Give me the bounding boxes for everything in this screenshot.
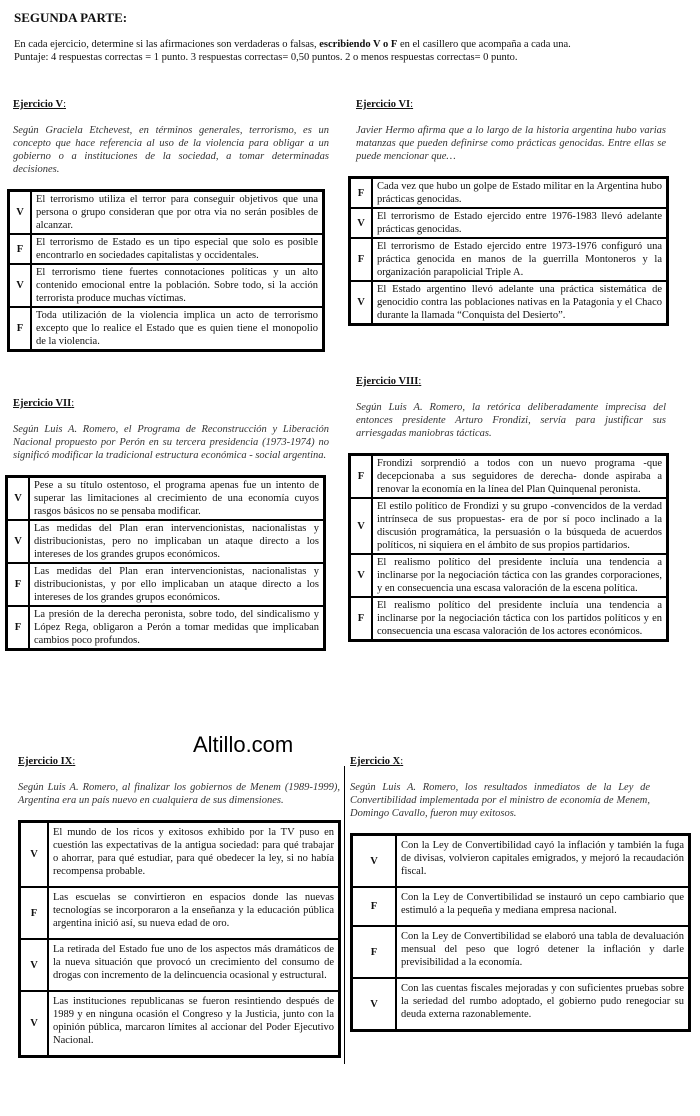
statement-row — [350, 238, 668, 281]
statement-row — [350, 597, 668, 641]
exercise-title: Ejercicio VI — [356, 99, 411, 110]
statement-row — [9, 234, 324, 264]
statement-text: La retirada del Estado fue uno de los aspectos más dramáticos de la nueva situación que provocó un crecimiento del consumo de drogas con incremento de la delincuencia ocasional y estructural. — [48, 939, 340, 991]
answer-cell[interactable]: F — [352, 926, 397, 978]
answer-cell[interactable]: F — [7, 606, 30, 650]
statement-text: Las medidas del Plan eran intervencionistas, nacionalistas y distribucionistas, pero no implicaban un ataque directo a los intereses de los grandes grupos económicos. — [29, 520, 325, 563]
exercise-x: Ejercicio X: Según Luis A. Romero, los resultados inmediatos de la Ley de Convertibilidad implementada por el ministro de economía de Menem, Domingo Cavallo, fueron muy exitosos. V Con la Ley de Convertibilidad cayó la inflación y también la fuga de divisas, volvieron capitales emigrados, y mejoró la recaudación fiscal. F Con la Ley de Convertibilidad se instauró un cepo cambiario que estimuló a la pequeña y mediana empresa nacional. F Con la Ley de Convertibilidad se elaboró una tabla de devaluación mensual del peso que logró detener la inflación y darle previsibilidad a la economía. V Con las cuentas fiscales mejoradas y con suficientes pruebas sobre la seriedad del rumbo adoptado, el gobierno pudo renegociar su deuda externa razonablemente. — [350, 756, 650, 1032]
statement-text: El realismo político del presidente incluía una tendencia a inclinarse por la negociación táctica con las grandes corporaciones, y en consecuencia una escasa valoración de la escena política. — [372, 554, 668, 597]
exercise-title: Ejercicio V — [13, 99, 64, 110]
statement-row — [350, 281, 668, 325]
answer-cell[interactable]: V — [20, 991, 49, 1057]
exercise-title: Ejercicio X — [350, 756, 401, 767]
statement-text: El terrorismo de Estado ejercido entre 1976-1983 llevó adelante prácticas genocidas. — [372, 208, 668, 238]
answer-cell[interactable]: F — [350, 178, 373, 209]
statement-row — [9, 264, 324, 307]
statement-row — [352, 926, 690, 978]
statement-text: Toda utilización de la violencia implica un acto de terrorismo excepto que lo realice el Estado que es quien tiene el monopolio de la violencia. — [31, 307, 324, 351]
statement-row — [7, 563, 325, 606]
statement-row — [20, 939, 340, 991]
answer-cell[interactable]: F — [9, 234, 32, 264]
exercise-viii: Ejercicio VIII: Según Luis A. Romero, la retórica deliberadamente imprecisa del entonces presidente Arturo Frondizi, servía para justificar sus arriesgadas maniobras tácticas. F Frondizi sorprendió a todos con un nuevo programa -que decepcionaba a sus seguidores de derecha- donde aspiraba a renovar la economía en la línea del Plan Quinquenal peronista. V El estilo político de Frondizi y su grupo -convencidos de la verdad intrínseca de sus propuestas- era de por sí poco inclinado a la discusión programática, la persuasión o la búsqueda de acuerdos políticos, ni siquiera en el ámbito de sus propios partidarios. V El realismo político del presidente incluía una tendencia a inclinarse por la negociación táctica con las grandes corporaciones, y en consecuencia una escasa valoración de la escena política. F El realismo político del presidente incluía una tendencia a inclinarse por la negociación táctica con los partidos políticos y en consecuencia una escasa valoración de los actores económicos. — [356, 376, 666, 642]
statement-text: Cada vez que hubo un golpe de Estado militar en la Argentina hubo prácticas genocidas. — [372, 178, 668, 209]
statement-row — [7, 477, 325, 521]
exercise-intro: Según Luis A. Romero, los resultados inmediatos de la Ley de Convertibilidad implementada por el ministro de economía de Menem, Domingo Cavallo, fueron muy exitosos. — [350, 782, 650, 819]
divider-line — [344, 766, 345, 1064]
statement-row — [352, 835, 690, 888]
statement-row — [352, 887, 690, 926]
answer-cell[interactable]: F — [7, 563, 30, 606]
statement-text: Con la Ley de Convertibilidad se elaboró una tabla de devaluación mensual del peso que logró detener la inflación y darle previsibilidad a la economía. — [396, 926, 690, 978]
watermark: Altillo.com — [193, 732, 294, 757]
answer-cell[interactable]: V — [7, 520, 30, 563]
statement-text: Las instituciones republicanas se fueron resintiendo después de 1989 y en ninguna ocasión el Congreso y la Justicia, junto con la opinión pública, marcaron límites al accionar del Poder Ejecutivo Nacional. — [48, 991, 340, 1057]
answer-cell[interactable]: F — [350, 597, 373, 641]
page-title: SEGUNDA PARTE: — [14, 10, 128, 25]
statement-text: Las medidas del Plan eran intervencionistas, nacionalistas y distribucionistas, y por ello implicaban un ataque directo a los intereses de los grandes grupos económicos. — [29, 563, 325, 606]
answer-table — [348, 176, 669, 326]
statement-text: Con las cuentas fiscales mejoradas y con suficientes pruebas sobre la seriedad del rumbo adoptado, el gobierno pudo renegociar su deuda externa razonablemente. — [396, 978, 690, 1031]
answer-table — [18, 820, 341, 1058]
answer-cell[interactable]: V — [350, 208, 373, 238]
exercise-title: Ejercicio VIII — [356, 376, 419, 387]
statement-text: El realismo político del presidente incluía una tendencia a inclinarse por la negociación táctica con los partidos políticos y en consecuencia una escasa valoración de los actores económicos. — [372, 597, 668, 641]
statement-row — [350, 455, 668, 499]
answer-table — [348, 453, 669, 642]
statement-text: Pese a su título ostentoso, el programa apenas fue un intento de superar las limitaciones al crecimiento de una economía cuyos rasgos básicos no se pensaba modificar. — [29, 477, 325, 521]
answer-cell[interactable]: F — [352, 887, 397, 926]
statement-text: El Estado argentino llevó adelante una práctica sistemática de genocidio contra las poblaciones nativas en la Patagonia y el Chaco durante la llamada “Conquista del Desierto”. — [372, 281, 668, 325]
answer-cell[interactable]: V — [9, 191, 32, 235]
statement-row — [20, 991, 340, 1057]
exercise-vii: Ejercicio VII: Según Luis A. Romero, el Programa de Reconstrucción y Liberación Nacional propuesto por Perón en su tercera presidencia (1973-1974) no significó modificar la tradicional estructura económica - social argentina. V Pese a su título ostentoso, el programa apenas fue un intento de superar las limitaciones al crecimiento de una economía cuyos rasgos básicos no se pensaba modificar. V Las medidas del Plan eran intervencionistas, nacionalistas y distribucionistas, pero no implicaban un ataque directo a los intereses de los grandes grupos económicos. F Las medidas del Plan eran intervencionistas, nacionalistas y distribucionistas, y por ello implicaban un ataque directo a los intereses de los grandes grupos económicos. F La presión de la derecha peronista, sobre todo, del sindicalismo y López Rega, obligaron a Perón a tomar medidas que implicaban cambios poco profundos. — [13, 398, 329, 651]
exercise-intro: Según Luis A. Romero, el Programa de Reconstrucción y Liberación Nacional propuesto por Perón en su tercera presidencia (1973-1974) no significó modificar la tradicional estructura económica - social argentina. — [13, 424, 329, 461]
statement-row — [350, 178, 668, 209]
exercise-intro: Según Luis A. Romero, al finalizar los gobiernos de Menem (1989-1999), Argentina era un país nuevo en cualquiera de sus dimensiones. — [18, 782, 340, 806]
exercise-title: Ejercicio VII — [13, 398, 72, 409]
statement-text: El terrorismo utiliza el terror para conseguir objetivos que una persona o grupo consideran que por otra via no serán posibles de alcanzar. — [31, 191, 324, 235]
answer-cell[interactable]: V — [20, 939, 49, 991]
answer-table — [7, 189, 325, 352]
instructions-text: En cada ejercicio, determine si las afirmaciones son verdaderas o falsas, — [14, 39, 320, 50]
statement-text: El terrorismo de Estado ejercido entre 1973-1976 configuró una práctica genocida en manos de la guerrilla Montoneros y la organización parapolicial Triple A. — [372, 238, 668, 281]
exercise-intro: Javier Hermo afirma que a lo largo de la historia argentina hubo varias matanzas que pueden definirse como prácticas genocidas. Entre ellas se puede mencionar que… — [356, 125, 666, 162]
statement-row — [350, 498, 668, 554]
answer-cell[interactable]: V — [20, 822, 49, 888]
answer-cell[interactable]: V — [352, 978, 397, 1031]
statement-text: El mundo de los ricos y exitosos exhibido por la TV puso en cuestión las expectativas de la antigua sociedad: para qué trabajar o ahorrar, para qué estudiar, para qué obedecer la ley, si no había recompensa probable. — [48, 822, 340, 888]
statement-row — [20, 887, 340, 939]
statement-row — [20, 822, 340, 888]
statement-row — [350, 208, 668, 238]
statement-text: Con la Ley de Convertibilidad cayó la inflación y también la fuga de divisas, volvieron capitales emigrados, y mejoró la recaudación fiscal. — [396, 835, 690, 888]
answer-cell[interactable]: F — [20, 887, 49, 939]
answer-cell[interactable]: V — [350, 554, 373, 597]
answer-cell[interactable]: V — [350, 281, 373, 325]
answer-cell[interactable]: F — [350, 455, 373, 499]
exercise-intro: Según Luis A. Romero, la retórica deliberadamente imprecisa del entonces presidente Arturo Frondizi, servía para justificar sus arriesgadas maniobras tácticas. — [356, 402, 666, 439]
exercise-v: Ejercicio V: Según Graciela Etchevest, en términos generales, terrorismo, es un concepto que hace referencia al uso de la violencia para obligar a un gobierno o a instituciones de la sociedad, a tomar determinadas decisiones. V El terrorismo utiliza el terror para conseguir objetivos que una persona o grupo consideran que por otra via no serán posibles de alcanzar. F El terrorismo de Estado es un tipo especial que solo es posible encontrarlo en sociedades capitalistas y occidentales. V El terrorismo tiene fuertes connotaciones políticas y un alto contenido emocional entre la población. Sobre todo, si la acción terrorista produce muchas víctimas. F Toda utilización de la violencia implica un acto de terrorismo excepto que lo realice el Estado que es quien tiene el monopolio de la violencia. — [13, 99, 329, 352]
statement-row — [7, 520, 325, 563]
statement-text: El estilo político de Frondizi y su grupo -convencidos de la verdad intrínseca de sus propuestas- era de por sí poco inclinado a la discusión programática, la persuasión o la búsqueda de acuerdos políticos, ni siquiera en el ámbito de sus propios partidarios. — [372, 498, 668, 554]
statement-text: La presión de la derecha peronista, sobre todo, del sindicalismo y López Rega, obligaron a Perón a tomar medidas que implicaban cambios poco profundos. — [29, 606, 325, 650]
exercise-vi: Ejercicio VI: Javier Hermo afirma que a lo largo de la historia argentina hubo varias matanzas que pueden definirse como prácticas genocidas. Entre ellas se puede mencionar que… F Cada vez que hubo un golpe de Estado militar en la Argentina hubo prácticas genocidas. V El terrorismo de Estado ejercido entre 1976-1983 llevó adelante prácticas genocidas. F El terrorismo de Estado ejercido entre 1973-1976 configuró una práctica genocida en manos de la guerrilla Montoneros y la organización parapolicial Triple A. V El Estado argentino llevó adelante una práctica sistemática de genocidio contra las poblaciones nativas en la Patagonia y el Chaco durante la llamada “Conquista del Desierto”. — [356, 99, 666, 326]
statement-row — [7, 606, 325, 650]
answer-cell[interactable]: F — [350, 238, 373, 281]
statement-row — [9, 307, 324, 351]
scoring-text: Puntaje: 4 respuestas correctas = 1 punto. 3 respuestas correctas= 0,50 puntos. 2 o menos respuestas correctas= 0 punto. — [14, 52, 518, 63]
answer-cell[interactable]: V — [352, 835, 397, 888]
instructions — [14, 38, 686, 64]
statement-row — [350, 554, 668, 597]
statement-row — [352, 978, 690, 1031]
statement-text: El terrorismo de Estado es un tipo especial que solo es posible encontrarlo en sociedades capitalistas y occidentales. — [31, 234, 324, 264]
answer-cell[interactable]: V — [9, 264, 32, 307]
statement-text: Con la Ley de Convertibilidad se instauró un cepo cambiario que estimuló a la pequeña y mediana empresa nacional. — [396, 887, 690, 926]
exercise-title: Ejercicio IX — [18, 756, 73, 767]
exercise-ix: Ejercicio IX: Según Luis A. Romero, al finalizar los gobiernos de Menem (1989-1999), Argentina era un país nuevo en cualquiera de sus dimensiones. V El mundo de los ricos y exitosos exhibido por la TV puso en cuestión las expectativas de la antigua sociedad: para qué trabajar o ahorrar, para qué estudiar, para qué obedecer la ley, si no había recompensa probable. F Las escuelas se convirtieron en espacios donde las nuevas tecnologías se incorporaron a la enseñanza y la educación pública argentina inició así, su nueva edad de oro. V La retirada del Estado fue uno de los aspectos más dramáticos de la nueva situación que provocó un crecimiento del consumo de drogas con incremento de la delincuencia ocasional y estructural. V Las instituciones republicanas se fueron resintiendo después de 1989 y en ninguna ocasión el Congreso y la Justicia, junto con la opinión pública, marcaron límites al accionar del Poder Ejecutivo Nacional. — [18, 756, 340, 1058]
statement-text: El terrorismo tiene fuertes connotaciones políticas y un alto contenido emocional entre la población. Sobre todo, si la acción terrorista produce muchas víctimas. — [31, 264, 324, 307]
instructions-emphasis: escribiendo V o F — [319, 39, 398, 50]
answer-cell[interactable]: V — [350, 498, 373, 554]
statement-text: Las escuelas se convirtieron en espacios donde las nuevas tecnologías se incorporaron a la enseñanza y la educación pública argentina inició así, su nueva edad de oro. — [48, 887, 340, 939]
answer-table — [350, 833, 691, 1032]
statement-row — [9, 191, 324, 235]
answer-cell[interactable]: F — [9, 307, 32, 351]
instructions-text-end: en el casillero que acompaña a cada una. — [397, 39, 571, 50]
exercise-intro: Según Graciela Etchevest, en términos generales, terrorismo, es un concepto que hace referencia al uso de la violencia para obligar a un gobierno o a instituciones de la sociedad, a tomar determinadas decisiones. — [13, 125, 329, 175]
answer-table — [5, 475, 326, 651]
answer-cell[interactable]: V — [7, 477, 30, 521]
statement-text: Frondizi sorprendió a todos con un nuevo programa -que decepcionaba a sus seguidores de derecha- donde aspiraba a renovar la economía en la línea del Plan Quinquenal peronista. — [372, 455, 668, 499]
